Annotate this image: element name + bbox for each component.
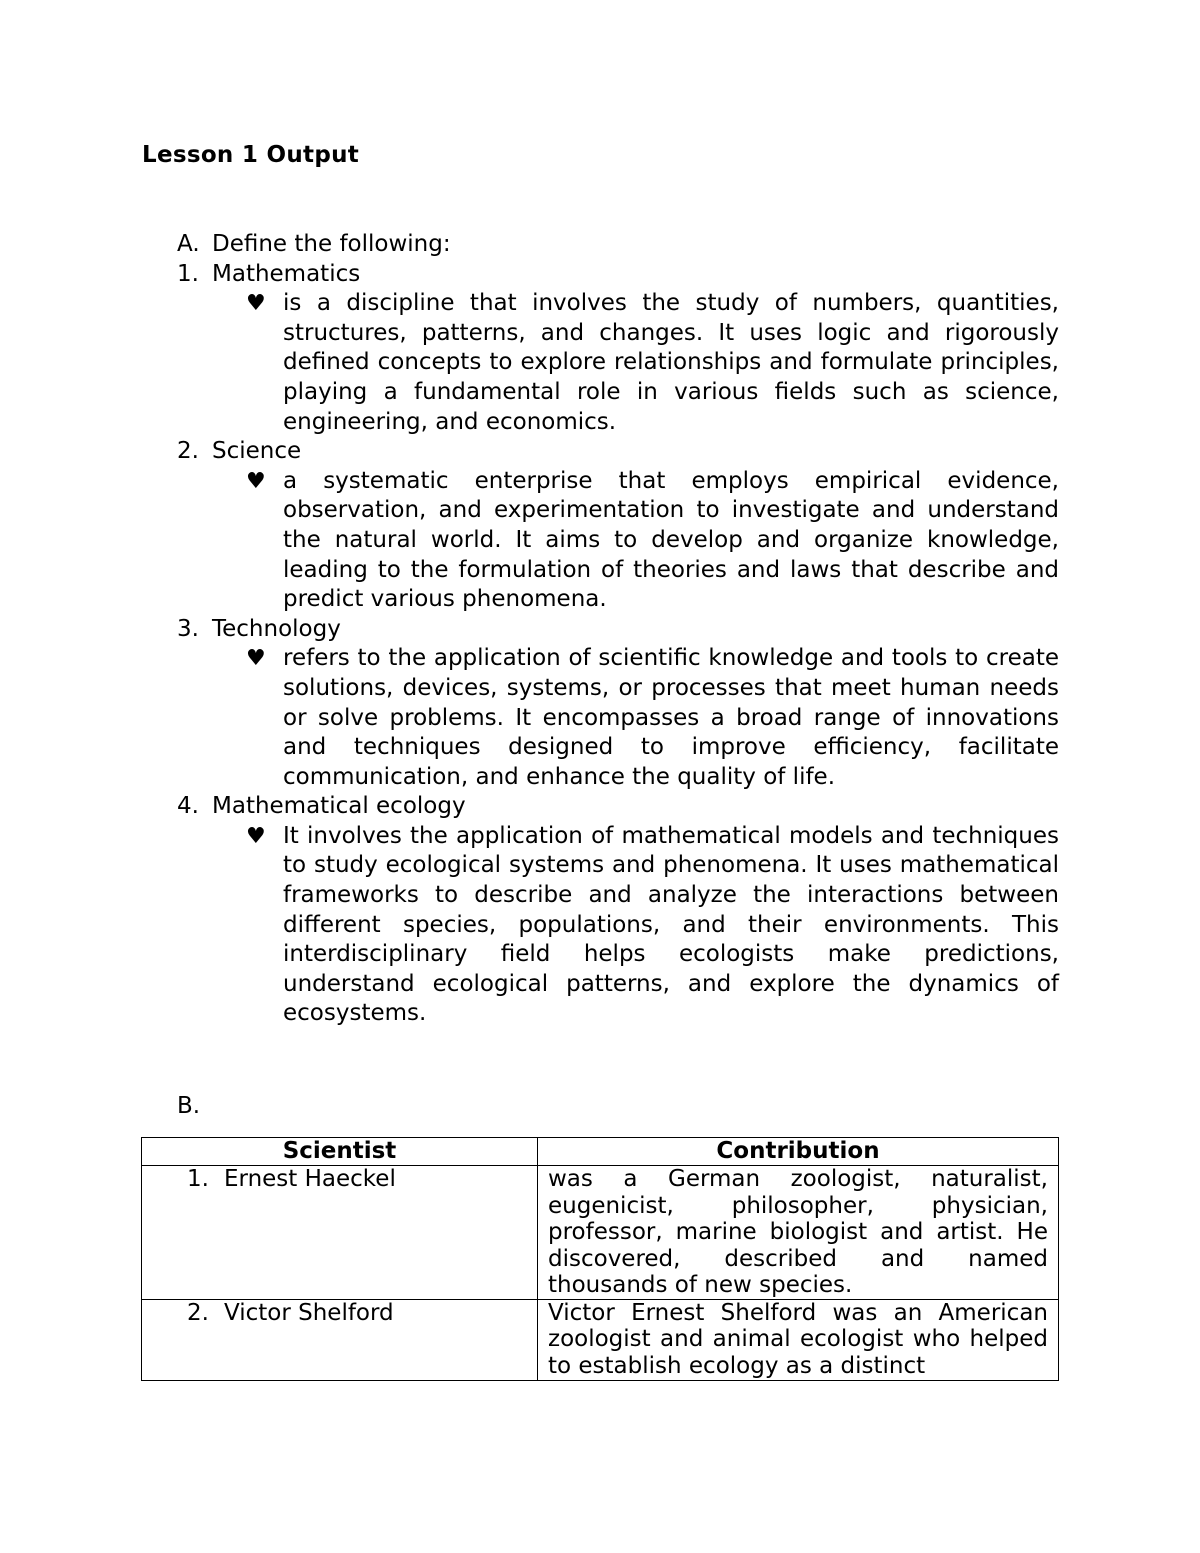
- heart-bullet-icon: ♥: [246, 468, 266, 494]
- contribution-cell: [538, 1299, 1059, 1380]
- heart-bullet-icon: ♥: [246, 646, 266, 672]
- section-a: [177, 230, 1067, 1029]
- term-label: Science: [212, 438, 302, 465]
- page-title: Lesson 1 Output: [142, 142, 360, 168]
- column-header-scientist: Scientist: [142, 1138, 538, 1166]
- definition-item: [177, 437, 1067, 615]
- item-number: 1.: [177, 260, 199, 287]
- contribution-text: Victor Ernest Shelford was an American zoologist and animal ecologist who helped to establish ecology as a distinct: [548, 1299, 1048, 1379]
- section-b-marker: B.: [177, 1093, 201, 1119]
- scientist-name: Ernest Haeckel: [224, 1166, 396, 1192]
- table-row: [142, 1299, 1059, 1380]
- definition-item: [177, 792, 1067, 1029]
- item-number: 3.: [177, 615, 199, 642]
- contribution-cell: [538, 1166, 1059, 1300]
- definition-item: [177, 260, 1067, 438]
- contribution-text: was a German zoologist, naturalist, eugenicist, philosopher, physician, professor, marine biologist and artist. He discovered, described and named thousands of new species.: [548, 1166, 1048, 1298]
- term-label: Mathematical ecology: [212, 793, 466, 820]
- scientist-cell: [142, 1166, 538, 1300]
- row-number: 2.: [187, 1299, 209, 1326]
- scientist-name: Victor Shelford: [224, 1299, 394, 1326]
- scientist-cell: [142, 1299, 538, 1380]
- row-number: 1.: [187, 1166, 209, 1192]
- table-header-row: [142, 1138, 1059, 1166]
- item-number: 2.: [177, 438, 199, 465]
- definition-text: It involves the application of mathematical models and techniques to study ecological systems and phenomena. It uses mathematical frameworks to describe and analyze the interactions between different species, populations, and their environments. This interdisciplinary field helps ecologists make predictions, understand ecological patterns, and explore the dynamics of ecosystems.: [283, 822, 1059, 1027]
- term-label: Technology: [212, 615, 341, 642]
- item-number: 4.: [177, 793, 199, 820]
- term-label: Mathematics: [212, 260, 361, 287]
- definition-text: is a discipline that involves the study of numbers, quantities, structures, patterns, and changes. It uses logic and rigorously defined concepts to explore relationships and formulate principles, playing a fundamental role in various fields such as science, engineering, and economics.: [283, 290, 1059, 435]
- section-a-heading: [177, 230, 1067, 260]
- definition-text: refers to the application of scientific knowledge and tools to create solutions, devices, systems, or processes that meet human needs or solve problems. It encompasses a broad range of innovations and techniques designed to improve efficiency, facilitate communication, and enhance the quality of life.: [283, 645, 1059, 790]
- definition-text: a systematic enterprise that employs empirical evidence, observation, and experimentation to investigate and understand the natural world. It aims to develop and organize knowledge, leading to the formulation of theories and laws that describe and predict various phenomena.: [283, 467, 1059, 613]
- heart-bullet-icon: ♥: [246, 823, 266, 849]
- heart-bullet-icon: ♥: [246, 291, 266, 317]
- definition-item: [177, 615, 1067, 793]
- table-row: [142, 1166, 1059, 1300]
- column-header-contribution: Contribution: [538, 1138, 1059, 1166]
- section-marker: A.: [177, 231, 200, 257]
- scientist-table: [141, 1137, 1059, 1381]
- section-heading: Define the following:: [212, 231, 451, 257]
